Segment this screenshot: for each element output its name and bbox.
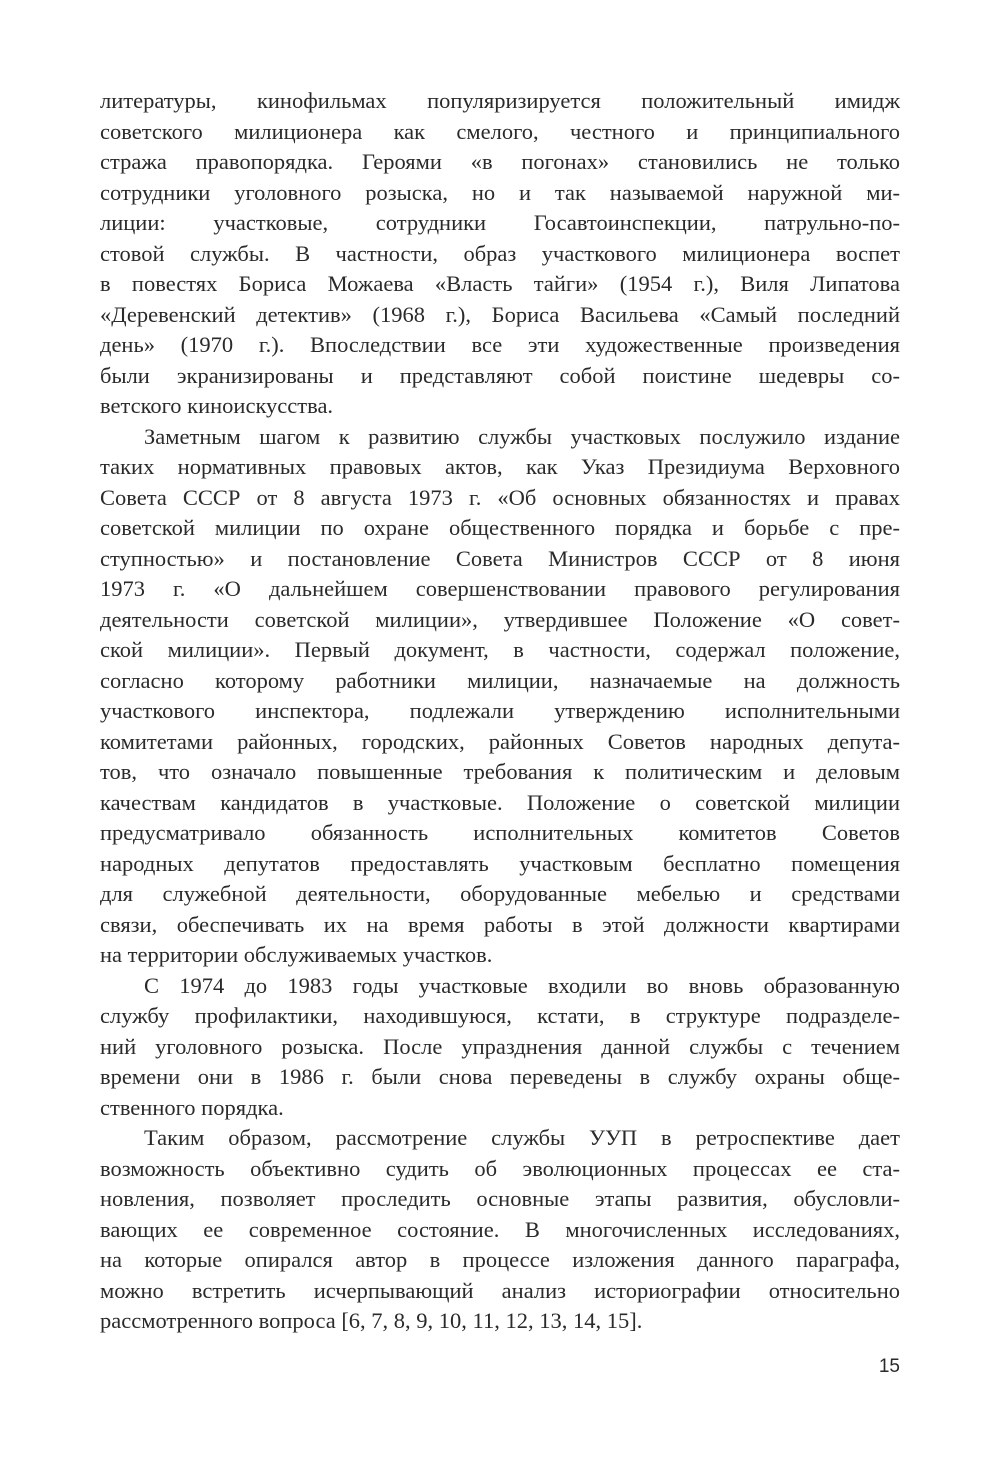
text-line: согласно которому работники милиции, назначаемые на должность xyxy=(100,667,900,693)
text-line: таких нормативных правовых актов, как Указ Президиума Верховного xyxy=(100,454,900,479)
text-line: вающих ее современное состояние. В многочисленных исследованиях, xyxy=(100,1216,900,1242)
text-line: на территории обслуживаемых участков. xyxy=(100,942,493,967)
text-line: ступностью» и постановление Совета Министров СССР от 8 июня xyxy=(100,545,900,571)
text-line: качествам кандидатов в участковые. Положение о советской милиции xyxy=(100,789,900,815)
text-line: деятельности советской милиции», утвердившее Положение «О совет- xyxy=(100,606,900,632)
text-line: ветского киноискусства. xyxy=(100,393,334,418)
body-text xyxy=(100,86,900,1337)
text-line: Совета СССР от 8 августа 1973 г. «Об основных обязанностях и правах xyxy=(100,484,900,510)
text-line: связи, обеспечивать их на время работы в этой должности квартирами xyxy=(100,911,900,937)
text-line: были экранизированы и представляют собой поистине шедевры со- xyxy=(100,362,900,388)
paragraph xyxy=(100,971,900,1124)
paragraph xyxy=(100,422,900,971)
paragraph xyxy=(100,1123,900,1337)
text-line: сотрудники уголовного розыска, но и так называемой наружной ми- xyxy=(100,179,900,205)
text-line: в повестях Бориса Можаева «Власть тайги» (1954 г.), Виля Липатова xyxy=(100,271,900,296)
text-line: предусматривало обязанность исполнительных комитетов Советов xyxy=(100,820,900,845)
text-line: 1973 г. «О дальнейшем совершенствовании правового регулирования xyxy=(100,576,900,601)
text-line: времени они в 1986 г. были снова переведены в службу охраны обще- xyxy=(100,1064,900,1089)
text-line: на которые опирался автор в процессе изложения данного параграфа, xyxy=(100,1247,900,1272)
text-line: участкового инспектора, подлежали утверждению исполнительными xyxy=(100,698,900,723)
text-line: новления, позволяет проследить основные этапы развития, обусловли- xyxy=(100,1186,900,1211)
text-line: комитетами районных, городских, районных Советов народных депута- xyxy=(100,728,900,754)
text-line: С 1974 до 1983 годы участковые входили во вновь образованную xyxy=(144,972,900,998)
text-line: стовой службы. В частности, образ участкового милиционера воспет xyxy=(100,240,900,266)
text-line: ской милиции». Первый документ, в частности, содержал положение, xyxy=(100,637,900,662)
text-line: стража правопорядка. Героями «в погонах» становились не только xyxy=(100,149,900,174)
text-line: службу профилактики, находившуюся, кстати, в структуре подразделе- xyxy=(100,1003,900,1028)
text-line: ний уголовного розыска. После упразднения данной службы с течением xyxy=(100,1033,900,1059)
text-line: Заметным шагом к развитию службы участковых послужило издание xyxy=(144,423,900,449)
text-line: день» (1970 г.). Впоследствии все эти художественные произведения xyxy=(100,332,900,357)
paragraph xyxy=(100,86,900,422)
text-line: возможность объективно судить об эволюционных процессах ее ста- xyxy=(100,1155,900,1181)
text-line: Таким образом, рассмотрение службы УУП в ретроспективе дает xyxy=(144,1125,900,1150)
text-line: лиции: участковые, сотрудники Госавтоинспекции, патрульно-по- xyxy=(100,210,900,235)
text-line: рассмотренного вопроса [6, 7, 8, 9, 10, 11, 12, 13, 14, 15]. xyxy=(100,1308,643,1333)
text-line: «Деревенский детектив» (1968 г.), Бориса Васильева «Самый последний xyxy=(100,301,900,327)
text-line: литературы, кинофильмах популяризируется положительный имидж xyxy=(100,88,900,113)
text-line: ственного порядка. xyxy=(100,1094,284,1120)
text-line: советской милиции по охране общественного порядка и борьбе с пре- xyxy=(100,515,900,540)
page-number: 15 xyxy=(878,1356,900,1377)
text-line: можно встретить исчерпывающий анализ историографии относительно xyxy=(100,1277,900,1303)
text-line: тов, что означало повышенные требования к политическим и деловым xyxy=(100,759,900,784)
text-line: народных депутатов предоставлять участковым бесплатно помещения xyxy=(100,850,900,876)
text-line: для служебной деятельности, оборудованные мебелью и средствами xyxy=(100,881,900,906)
text-line: советского милиционера как смелого, честного и принципиального xyxy=(100,118,900,144)
